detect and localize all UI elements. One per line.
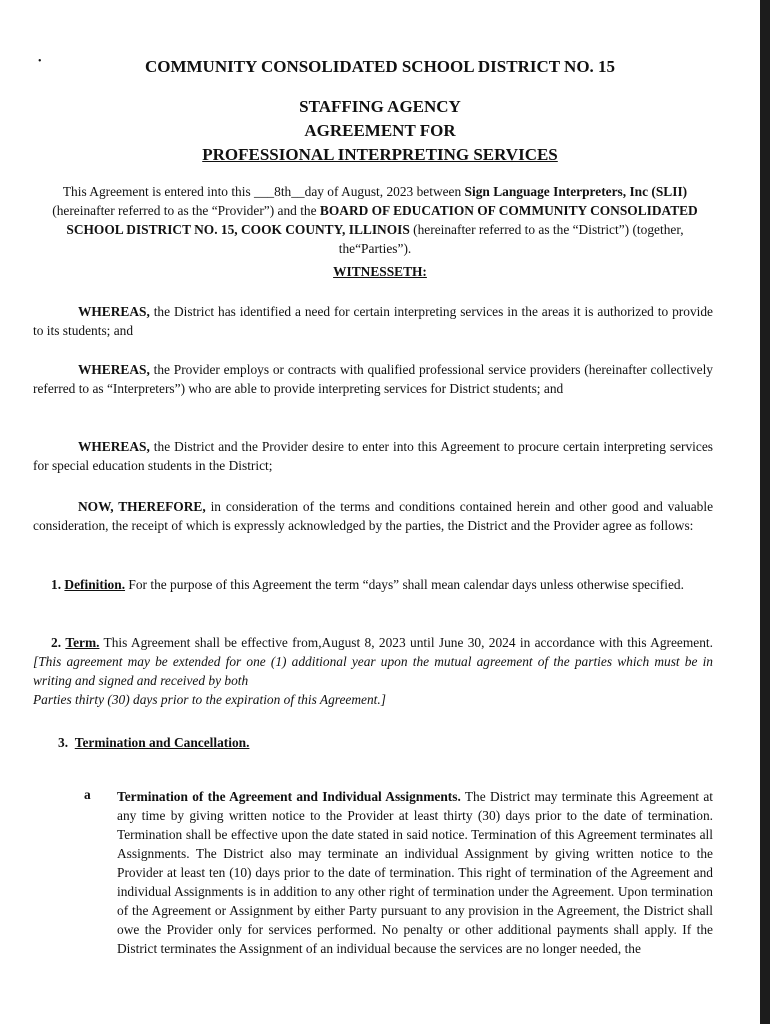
witnesseth-text: WITNESSETH: [333,264,427,279]
section-heading: Termination and Cancellation. [74,735,250,750]
section-3a [117,787,713,958]
section-heading: Term. [65,635,100,650]
recital-2 [33,360,713,398]
agreement-title-line2: AGREEMENT FOR [304,121,456,140]
section-number: 3. [58,735,69,750]
recital-text: the District has identified a need for certain interpreting services in the areas it is authorized to provide to its students; and [33,304,713,338]
section-text: For the purpose of this Agreement the term “days” shall mean calendar days unless otherwise specified. [125,577,684,592]
intro-text: (hereinafter referred to as the “District”) (together, the“Parties”). [338,222,684,256]
district-title: COMMUNITY CONSOLIDATED SCHOOL DISTRICT NO. 15 [144,57,616,76]
agreement-day: ___8th__ [254,184,305,199]
section-3 [58,733,718,752]
section-italic: [This agreement may be extended for one (1) additional year upon the mutual agreement of the parties which must be in writing and signed and received by both [33,654,713,688]
section-2 [33,633,713,709]
section-1 [33,575,713,594]
board-name: BOARD OF EDUCATION OF COMMUNITY CONSOLIDATED SCHOOL DISTRICT NO. 15, COOK COUNTY, ILLINOIS [66,203,698,237]
agreement-title-line3: PROFESSIONAL INTERPRETING SERVICES [202,145,558,164]
recital-text: the Provider employs or contracts with qualified professional service providers (hereinafter collectively referred to as “Interpreters”) who are able to provide interpreting services for District students; and [33,362,713,396]
recital-3 [33,437,713,475]
intro-text: day of August, 2023 between [304,184,465,199]
recital-text: in consideration of the terms and conditions contained herein and other good and valuable consideration, the receipt of which is expressly acknowledged by the parties, the District and the Provider agree as follows: [33,499,714,533]
recital-lead: NOW, THEREFORE, [78,499,206,514]
subsection-heading: Termination of the Agreement and Individual Assignments. [117,789,461,804]
section-number: 1. [51,577,62,592]
agreement-title-line1: STAFFING AGENCY [299,97,461,116]
recital-4 [33,497,713,535]
recital-lead: WHEREAS, [78,362,150,377]
recital-lead: WHEREAS, [78,304,150,319]
subsection-marker: a [84,787,91,802]
section-heading: Definition. [64,577,126,592]
recital-lead: WHEREAS, [78,439,150,454]
section-text: This Agreement shall be effective from,August 8, 2023 until June 30, 2024 in accordance with this Agreement. [99,635,713,650]
intro-paragraph [30,182,720,258]
intro-text: (hereinafter referred to as the “Provider”) and the [52,203,320,218]
provider-name: Sign Language Interpreters, Inc (SLII) [464,184,688,199]
recital-text: the District and the Provider desire to enter into this Agreement to procure certain interpreting services for special education students in the District; [33,439,713,473]
subsection-text: The District may terminate this Agreement at any time by giving written notice to the Provider at least thirty (30) days prior to the date of termination. Termination shall be effective upon the date stated in said notice. Termination of this Agreement terminates all Assignments. The District also may terminate an individual Assignment by giving written notice to the Provider at least ten (10) days prior to the date of termination. This right of termination of the Agreement and individual Assignments is in addition to any other right of termination under the Agreement. Upon termination of the Agreement or Assignment by either Party pursuant to any provision in the Agreement, the District shall owe the Provider only for services performed. No penalty or other additional payments shall apply. If the District terminates the Assignment of an individual because the services are no longer needed, the [117,789,713,956]
section-number: 2. [51,635,62,650]
scan-speck: • [38,56,42,67]
intro-text: This Agreement is entered into this [62,184,255,199]
recital-1 [33,302,713,340]
witnesseth-heading [0,262,760,281]
scan-edge [760,0,770,1024]
section-italic: Parties thirty (30) days prior to the expiration of this Agreement.] [33,692,386,707]
